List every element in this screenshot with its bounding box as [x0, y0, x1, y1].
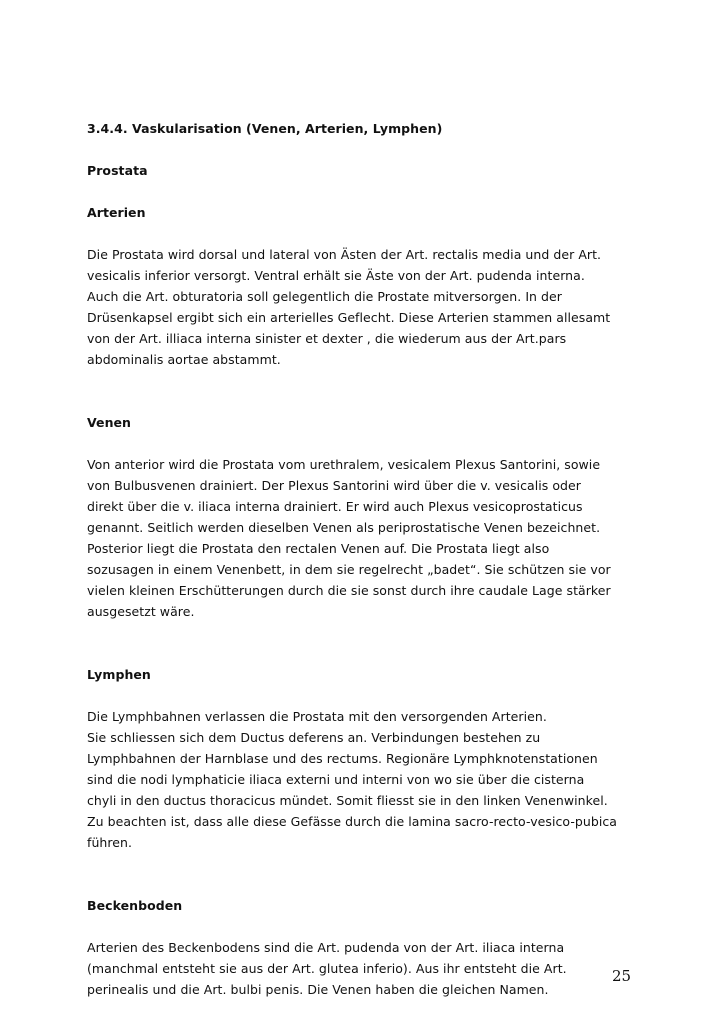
heading-prostata: Prostata: [87, 163, 148, 178]
text-line: Von anterior wird die Prostata vom urethralem, vesicalem Plexus Santorini, sowie: [87, 457, 601, 472]
text-line: Posterior liegt die Prostata den rectalen Venen auf. Die Prostata liegt also: [87, 541, 550, 556]
text-line: Drüsenkapsel ergibt sich ein arterielles Geflecht. Diese Arterien stammen allesamt: [87, 310, 611, 325]
text-line: Die Prostata wird dorsal und lateral von Ästen der Art. rectalis media und der Art.: [87, 247, 602, 262]
page-number: 25: [612, 967, 632, 985]
text-line: abdominalis aortae abstammt.: [87, 352, 281, 367]
paragraph-beckenboden: [87, 937, 647, 1000]
text-line: ausgesetzt wäre.: [87, 604, 195, 619]
text-line: von der Art. illiaca interna sinister et dexter , die wiederum aus der Art.pars: [87, 331, 567, 346]
text-line: chyli in den ductus thoracicus mündet. Somit fliesst sie in den linken Venenwinkel.: [87, 793, 608, 808]
heading-venen: Venen: [87, 415, 131, 430]
paragraph-venen: [87, 454, 647, 622]
text-line: Arterien des Beckenbodens sind die Art. pudenda von der Art. iliaca interna: [87, 940, 565, 955]
text-line: vesicalis inferior versorgt. Ventral erhält sie Äste von der Art. pudenda interna.: [87, 268, 585, 283]
text-line: führen.: [87, 835, 133, 850]
text-line: perinealis und die Art. bulbi penis. Die Venen haben die gleichen Namen.: [87, 982, 549, 997]
text-line: (manchmal entsteht sie aus der Art. glutea inferio). Aus ihr entsteht die Art.: [87, 961, 567, 976]
section-title: 3.4.4. Vaskularisation (Venen, Arterien, Lymphen): [87, 121, 443, 136]
page-content: [87, 118, 647, 1000]
paragraph-arterien: [87, 244, 647, 370]
text-line: direkt über die v. iliaca interna drainiert. Er wird auch Plexus vesicoprostaticus: [87, 499, 583, 514]
text-line: sozusagen in einem Venenbett, in dem sie regelrecht „badet“. Sie schützen sie vor: [87, 562, 611, 577]
text-line: Auch die Art. obturatoria soll gelegentlich die Prostate mitversorgen. In der: [87, 289, 562, 304]
paragraph-lymphen: [87, 706, 647, 853]
text-line: vielen kleinen Erschütterungen durch die sie sonst durch ihre caudale Lage stärker: [87, 583, 611, 598]
text-line: Zu beachten ist, dass alle diese Gefässe durch die lamina sacro-recto-vesico-pubica: [87, 814, 617, 829]
text-line: von Bulbusvenen drainiert. Der Plexus Santorini wird über die v. vesicalis oder: [87, 478, 581, 493]
heading-beckenboden: Beckenboden: [87, 898, 183, 913]
heading-lymphen: Lymphen: [87, 667, 151, 682]
text-line: Sie schliessen sich dem Ductus deferens an. Verbindungen bestehen zu: [87, 730, 541, 745]
text-line: sind die nodi lymphaticie iliaca externi und interni von wo sie über die cisterna: [87, 772, 585, 787]
text-line: genannt. Seitlich werden dieselben Venen als periprostatische Venen bezeichnet.: [87, 520, 601, 535]
text-line: Lymphbahnen der Harnblase und des rectums. Regionäre Lymphknotenstationen: [87, 751, 598, 766]
text-line: Die Lymphbahnen verlassen die Prostata mit den versorgenden Arterien.: [87, 709, 547, 724]
heading-arterien: Arterien: [87, 205, 146, 220]
